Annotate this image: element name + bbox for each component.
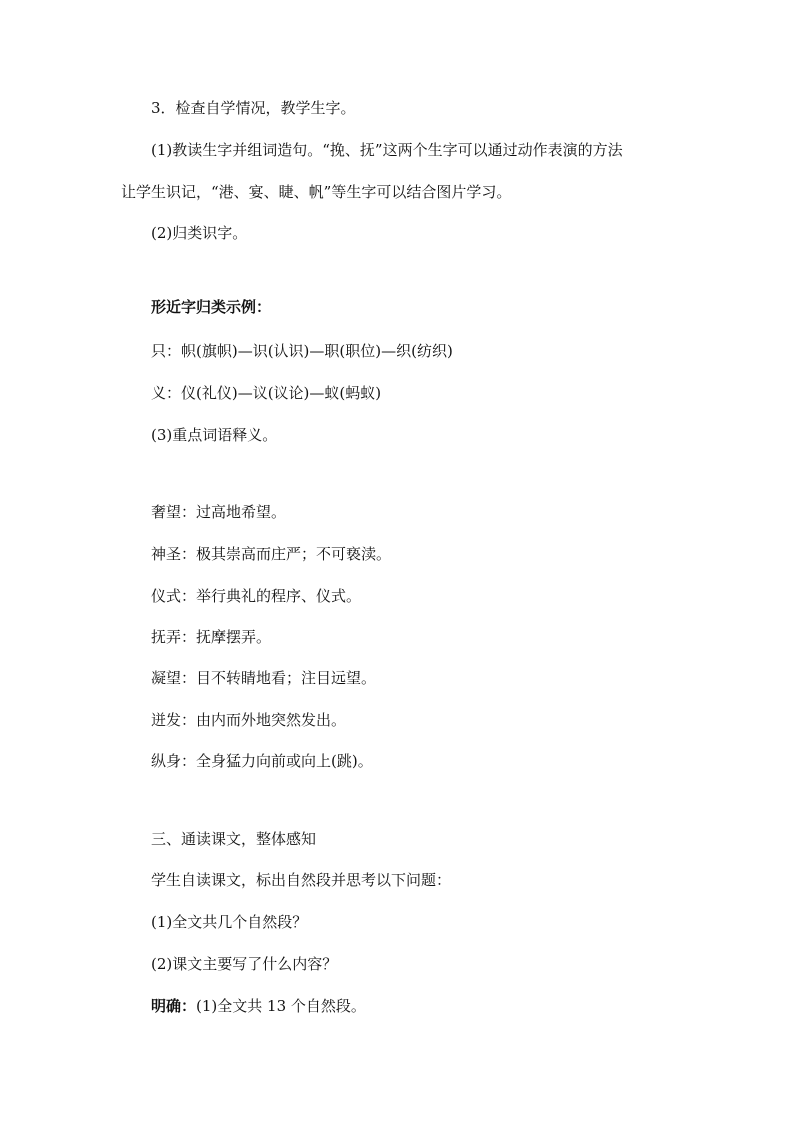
section-heading-three: 三、通读课文，整体感知 <box>151 830 317 848</box>
vocab-item: 奢望：过高地希望。 <box>151 503 287 521</box>
vocab-item: 神圣：极其崇高而庄严；不可亵渎。 <box>151 545 392 563</box>
paragraph-step3: (3)重点词语释义。 <box>151 426 278 444</box>
similar-chars-row: 义：仪(礼仪)—议(议论)—蚁(蚂蚁) <box>151 384 382 402</box>
paragraph-step1-line1: (1)教读生字并组词造句。“挽、抚”这两个生字可以通过动作表演的方法 <box>151 141 623 159</box>
question-item: (2)课文主要写了什么内容？ <box>151 955 338 973</box>
paragraph-step2: (2)归类识字。 <box>151 224 248 242</box>
vocab-item: 抚弄：抚摩摆弄。 <box>151 628 272 646</box>
answer-line <box>151 996 366 1016</box>
answer-label: 明确： <box>151 997 197 1015</box>
vocab-item: 纵身：全身猛力向前或向上(跳)。 <box>151 752 373 770</box>
vocab-item: 凝望：目不转睛地看；注目远望。 <box>151 669 377 687</box>
vocab-item: 仪式：举行典礼的程序、仪式。 <box>151 587 362 605</box>
similar-chars-title: 形近字归类示例： <box>151 298 272 316</box>
paragraph-intro: 学生自读课文，标出自然段并思考以下问题： <box>151 871 452 889</box>
paragraph-step1-line2: 让学生识记，“港、宴、睫、帆”等生字可以结合图片学习。 <box>121 183 512 201</box>
vocab-item: 迸发：由内而外地突然发出。 <box>151 711 347 729</box>
similar-chars-row: 只：帜(旗帜)—识(认识)—职(职位)—织(纺织) <box>151 342 453 360</box>
question-item: (1)全文共几个自然段？ <box>151 913 308 931</box>
answer-text: (1)全文共 13 个自然段。 <box>196 997 366 1015</box>
section-heading-check: 3．检查自学情况，教学生字。 <box>151 99 356 117</box>
